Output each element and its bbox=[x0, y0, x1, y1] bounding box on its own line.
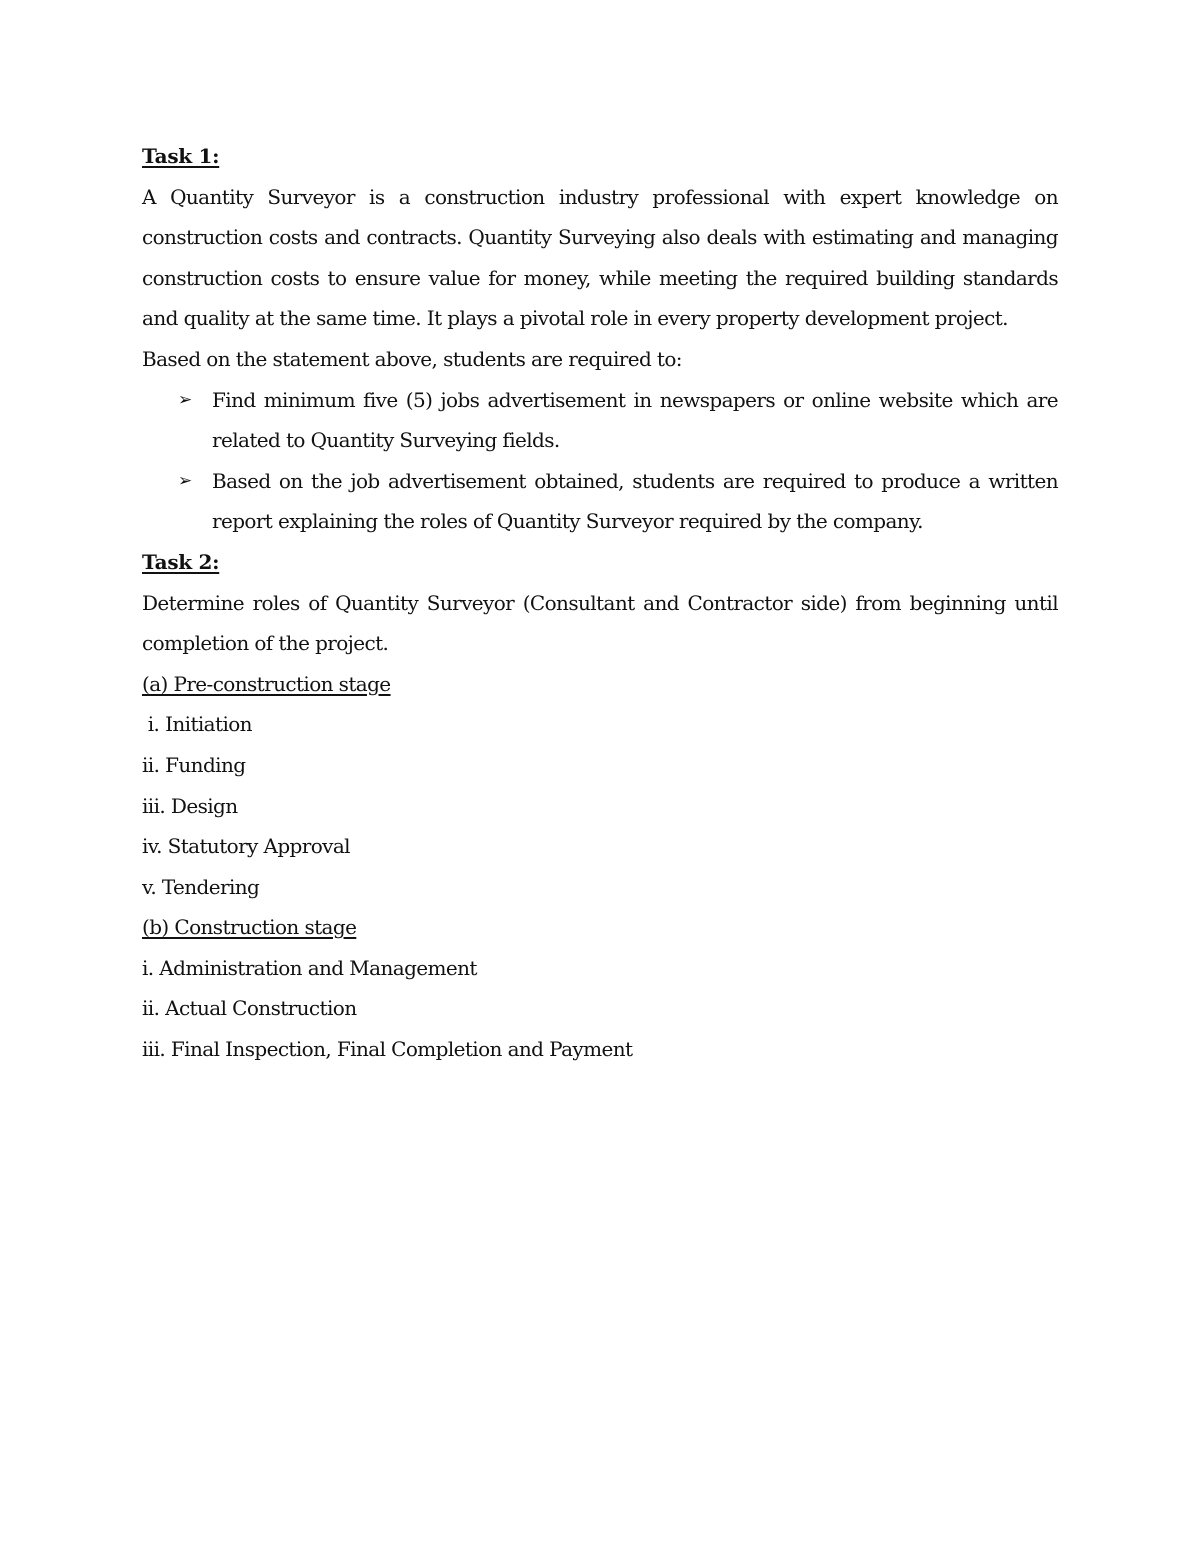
arrowhead-bullet-icon: ➢ bbox=[178, 470, 192, 491]
bullet-text: Find minimum five (5) jobs advertisement in newspapers or online website which are related to Quantity Surveying fields. bbox=[212, 387, 1058, 453]
stage-title-pre-construction: (a) Pre-construction stage bbox=[142, 671, 391, 696]
arrowhead-bullet-icon: ➢ bbox=[178, 389, 192, 410]
list-item: ii. Actual Construction bbox=[142, 996, 357, 1021]
task2-intro-paragraph: Determine roles of Quantity Surveyor (Consultant and Contractor side) from beginning until completion of the project. bbox=[142, 590, 1058, 656]
bullet-text: Based on the job advertisement obtained, students are required to produce a written report explaining the roles of Quantity Surveyor required by the company. bbox=[212, 468, 1058, 534]
list-item bbox=[142, 461, 1058, 542]
task1-heading: Task 1: bbox=[142, 144, 220, 168]
construction-section bbox=[142, 907, 1058, 1069]
list-item: iv. Statutory Approval bbox=[142, 834, 350, 859]
list-item bbox=[142, 380, 1058, 461]
list-item: ii. Funding bbox=[142, 752, 246, 777]
list-item: i. Administration and Management bbox=[142, 955, 477, 980]
list-item: iii. Design bbox=[142, 793, 238, 818]
task1-requirement: Based on the statement above, students are required to: bbox=[142, 346, 682, 371]
document-page bbox=[142, 136, 1058, 1070]
list-item: iii. Final Inspection, Final Completion and Payment bbox=[142, 1037, 633, 1062]
task1-intro-paragraph: A Quantity Surveyor is a construction industry professional with expert knowledge on construction costs and contracts. Quantity Surveying also deals with estimating and managing construction costs to ensure value for money, while meeting the required building standards and quality at the same time. It plays a pivotal role in every property development project. bbox=[142, 184, 1058, 331]
pre-construction-section bbox=[142, 664, 1058, 908]
list-item: i. Initiation bbox=[142, 712, 252, 737]
list-item: v. Tendering bbox=[142, 874, 260, 899]
task2-heading: Task 2: bbox=[142, 549, 220, 574]
task1-bullet-list bbox=[142, 380, 1058, 542]
stage-title-construction: (b) Construction stage bbox=[142, 915, 357, 940]
